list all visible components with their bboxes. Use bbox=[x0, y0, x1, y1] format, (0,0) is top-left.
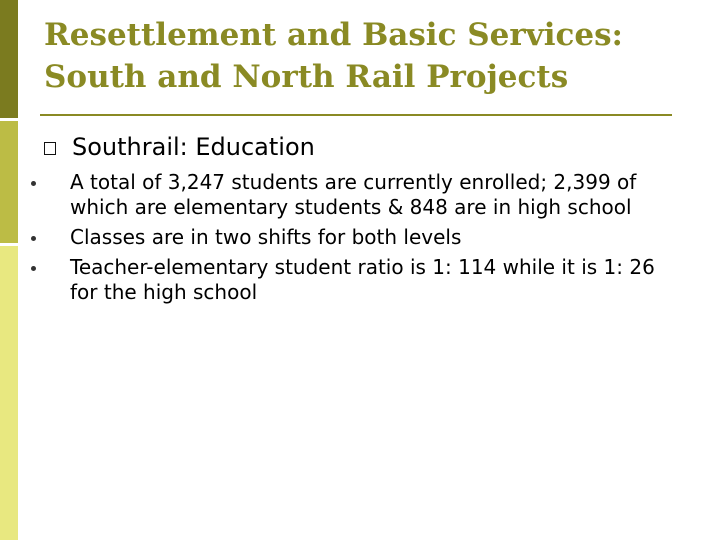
education-bullet-list bbox=[30, 170, 680, 310]
dot-bullet-icon bbox=[31, 266, 36, 271]
title-underline bbox=[40, 114, 672, 116]
list-item bbox=[30, 225, 680, 250]
dot-bullet-icon bbox=[31, 181, 36, 186]
list-item-text: A total of 3,247 students are currently enrolled; 2,399 of which are elementary students & 848 are in high school bbox=[70, 170, 637, 219]
left-accent-stripe-bottom bbox=[0, 245, 18, 540]
section-heading-item bbox=[44, 130, 684, 164]
stripe-divider bbox=[0, 118, 18, 121]
list-item-text: Classes are in two shifts for both levels bbox=[70, 225, 462, 249]
stripe-divider bbox=[0, 243, 18, 246]
dot-bullet-icon bbox=[31, 236, 36, 241]
left-accent-stripe-middle bbox=[0, 120, 18, 245]
left-accent-stripe-top bbox=[0, 0, 18, 120]
list-item bbox=[30, 255, 680, 305]
slide-title-line-1: Resettlement and Basic Services: bbox=[44, 17, 623, 53]
list-item bbox=[30, 170, 680, 220]
slide-title bbox=[44, 14, 684, 98]
square-bullet-icon bbox=[44, 142, 56, 155]
list-item-text: Teacher-elementary student ratio is 1: 114 while it is 1: 26 for the high school bbox=[70, 255, 655, 304]
slide-title-line-2: South and North Rail Projects bbox=[44, 59, 569, 95]
section-heading: Southrail: Education bbox=[72, 133, 315, 161]
